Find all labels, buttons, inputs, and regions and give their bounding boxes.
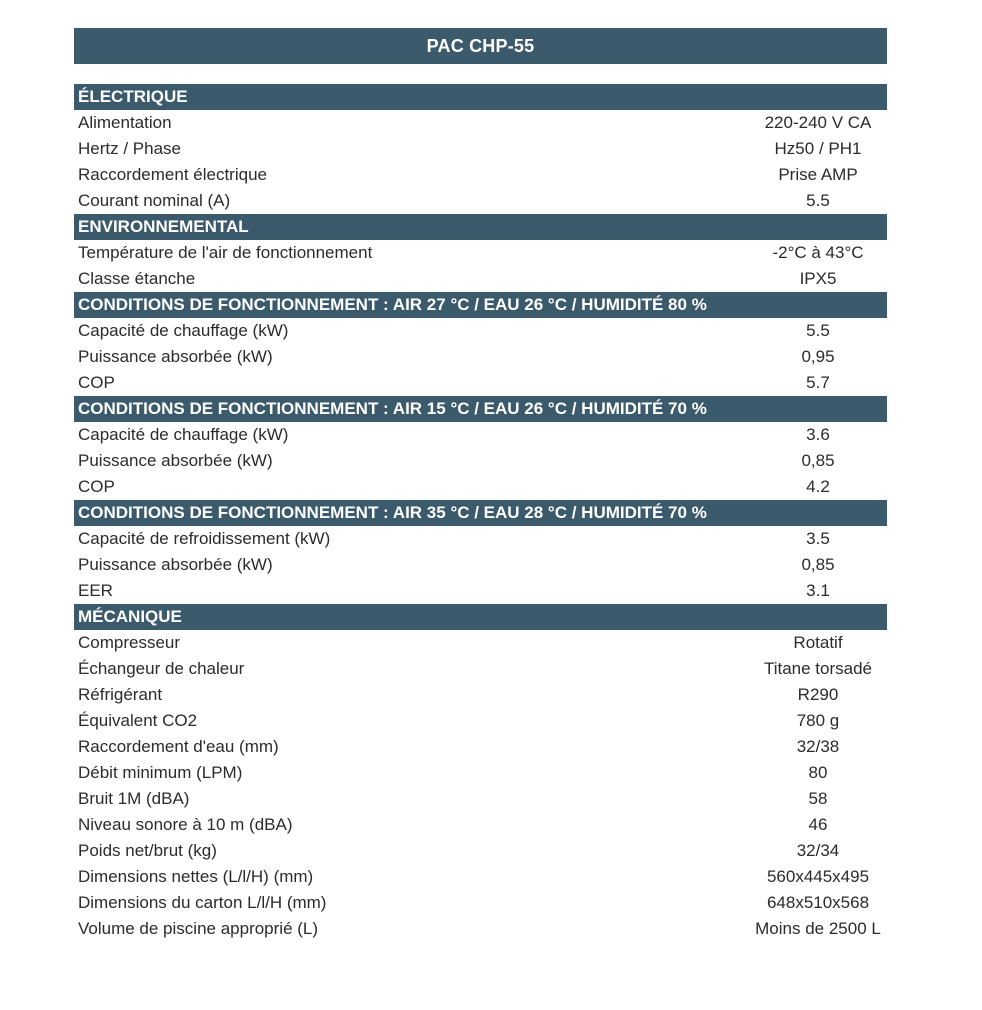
spec-value: 32/34 <box>796 841 840 860</box>
spec-value: Moins de 2500 L <box>755 919 881 938</box>
spec-value: 5.5 <box>806 191 830 210</box>
spec-label: COP <box>78 477 115 496</box>
spec-row <box>74 656 887 682</box>
spec-value: Prise AMP <box>778 165 858 184</box>
spec-row <box>74 708 887 734</box>
spec-value: 3.6 <box>806 425 830 444</box>
spec-value: Rotatif <box>793 633 843 652</box>
spec-row <box>74 110 887 136</box>
spec-row <box>74 448 887 474</box>
spec-value: 3.5 <box>806 529 830 548</box>
spec-value: 5.7 <box>806 373 830 392</box>
spec-row <box>74 526 887 552</box>
spec-value: 560x445x495 <box>766 867 870 886</box>
spec-label: Classe étanche <box>78 269 196 288</box>
spec-value: IPX5 <box>799 269 837 288</box>
spec-row <box>74 838 887 864</box>
spec-value: Hz50 / PH1 <box>774 139 862 158</box>
spec-value: 80 <box>808 763 828 782</box>
section-header: CONDITIONS DE FONCTIONNEMENT : AIR 35 °C / EAU 28 °C / HUMIDITÉ 70 % <box>74 500 887 526</box>
spec-label: Puissance absorbée (kW) <box>78 347 273 366</box>
spec-label: Hertz / Phase <box>78 139 181 158</box>
spec-value: 780 g <box>796 711 840 730</box>
spec-label: Niveau sonore à 10 m (dBA) <box>78 815 293 834</box>
spec-value: 58 <box>808 789 828 808</box>
spec-label: Poids net/brut (kg) <box>78 841 217 860</box>
spec-label: Raccordement d'eau (mm) <box>78 737 279 756</box>
spec-label: Puissance absorbée (kW) <box>78 555 273 574</box>
spec-value: R290 <box>797 685 839 704</box>
spec-label: Raccordement électrique <box>78 165 267 184</box>
spec-row <box>74 916 887 942</box>
spec-row <box>74 682 887 708</box>
section-header: CONDITIONS DE FONCTIONNEMENT : AIR 15 °C / EAU 26 °C / HUMIDITÉ 70 % <box>74 396 887 422</box>
spec-label: Dimensions du carton L/l/H (mm) <box>78 893 327 912</box>
title-spacer <box>74 64 887 84</box>
spec-label: Capacité de refroidissement (kW) <box>78 529 331 548</box>
spec-label: Puissance absorbée (kW) <box>78 451 273 470</box>
spec-value: 0,95 <box>801 347 835 366</box>
spec-value: 46 <box>808 815 828 834</box>
spec-label: Volume de piscine approprié (L) <box>78 919 319 938</box>
spec-row <box>74 864 887 890</box>
spec-label: COP <box>78 373 115 392</box>
spec-value: 0,85 <box>801 451 835 470</box>
spec-sections <box>74 84 887 942</box>
spec-value: 5.5 <box>806 321 830 340</box>
spec-value: 648x510x568 <box>766 893 870 912</box>
spec-row <box>74 318 887 344</box>
spec-row <box>74 188 887 214</box>
spec-label: Capacité de chauffage (kW) <box>78 425 289 444</box>
spec-label: Capacité de chauffage (kW) <box>78 321 289 340</box>
spec-value: 0,85 <box>801 555 835 574</box>
spec-label: Bruit 1M (dBA) <box>78 789 190 808</box>
spec-value: -2°C à 43°C <box>772 243 864 262</box>
spec-label: Échangeur de chaleur <box>78 659 245 678</box>
spec-row <box>74 786 887 812</box>
spec-row <box>74 370 887 396</box>
spec-label: Alimentation <box>78 113 172 132</box>
spec-label: Dimensions nettes (L/l/H) (mm) <box>78 867 314 886</box>
spec-row <box>74 240 887 266</box>
spec-value: 4.2 <box>806 477 830 496</box>
spec-row <box>74 578 887 604</box>
section-header: MÉCANIQUE <box>74 604 887 630</box>
spec-value: 3.1 <box>806 581 830 600</box>
spec-sheet <box>74 28 887 942</box>
spec-row <box>74 734 887 760</box>
spec-value: Titane torsadé <box>763 659 873 678</box>
spec-row <box>74 552 887 578</box>
spec-row <box>74 630 887 656</box>
spec-row <box>74 812 887 838</box>
spec-row <box>74 474 887 500</box>
product-title: PAC CHP-55 <box>74 28 887 64</box>
section-header: ENVIRONNEMENTAL <box>74 214 887 240</box>
spec-row <box>74 422 887 448</box>
spec-row <box>74 890 887 916</box>
spec-label: Réfrigérant <box>78 685 163 704</box>
spec-row <box>74 162 887 188</box>
spec-row <box>74 344 887 370</box>
spec-label: EER <box>78 581 113 600</box>
section-header: ÉLECTRIQUE <box>74 84 887 110</box>
spec-label: Compresseur <box>78 633 181 652</box>
spec-row <box>74 760 887 786</box>
spec-row <box>74 266 887 292</box>
spec-label: Équivalent CO2 <box>78 711 198 730</box>
spec-value: 220-240 V CA <box>764 113 872 132</box>
spec-label: Courant nominal (A) <box>78 191 231 210</box>
section-header: CONDITIONS DE FONCTIONNEMENT : AIR 27 °C / EAU 26 °C / HUMIDITÉ 80 % <box>74 292 887 318</box>
spec-row <box>74 136 887 162</box>
spec-label: Débit minimum (LPM) <box>78 763 243 782</box>
spec-value: 32/38 <box>796 737 840 756</box>
spec-label: Température de l'air de fonctionnement <box>78 243 373 262</box>
